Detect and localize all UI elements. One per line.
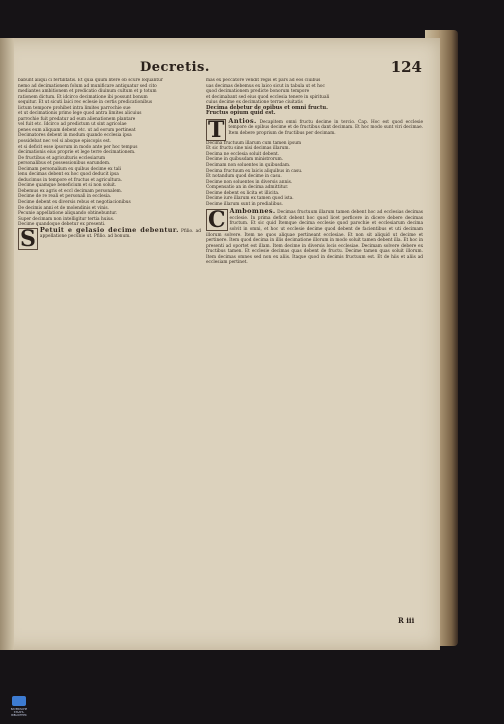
text-line: Debemus ex agris et eccl decimam personalem. xyxy=(18,188,123,194)
list-item: Decime debent ex licita et illicita. xyxy=(206,190,280,196)
text-line: Itaque quod in decimis fructuum est. xyxy=(290,254,376,260)
text-line: Item decimas omnes sed non ex aliis. xyxy=(206,254,291,260)
text-line: et decimabant sed eius quod ecclesia tenere in spirituali xyxy=(206,94,330,100)
signature-mark: R iii xyxy=(398,616,415,625)
text-line: dicere debere decimas fructum. Et sic quid xyxy=(229,215,423,227)
left-column xyxy=(18,78,201,634)
right-item-2: Fructus opium quid est. xyxy=(206,110,276,117)
text-line: De decimis anni et de molendinis et vinis. xyxy=(18,205,109,211)
list-item: Compensatio an in decima admittitur. xyxy=(206,185,289,191)
list-item: Decima fructuum illarum cum tamen ipsum xyxy=(206,140,302,146)
list-item: Decime non soluentes in diversis annis. xyxy=(206,179,293,185)
text-line: babunt aliqui ci fertilitatis. Et quia quum litere ob scure loquantur xyxy=(18,78,163,83)
text-line: Et hoc in presenti ad oportet est illam. xyxy=(206,238,423,249)
text-line: sequitur. Et ut sicuti laici rec eclesie in certis predicationibus xyxy=(18,100,153,106)
text-line: deficit debent hoc quod licet perficere in xyxy=(270,215,369,221)
text-line: Et ecclesie decimas quas debent de fructu. xyxy=(242,249,344,255)
left-item-c: Decime quandoque debetur ex presenti. xyxy=(18,222,106,228)
text-line: lenu decimas debent ex hoc quod deducit ipsa xyxy=(18,172,119,178)
text-line: decimam. Et hoc modo sunt viri decimae. xyxy=(331,125,423,131)
stamp-line-3: BIBLIOTHEK xyxy=(11,714,27,717)
text-line: Item decime in diversis locis ecclesiae. xyxy=(270,243,360,249)
text-line: Itemque decima ecclesie quod parochie xyxy=(276,221,370,227)
text-line: cuius decime ex decimatione terrae ciuitatis xyxy=(206,100,303,106)
list-item: Decimam non soluentes in quibusdam. xyxy=(206,163,291,169)
list-item: Et sic fructu sine nisi decimas illarum. xyxy=(206,146,290,152)
list-item: Decime illarum sunt in predialibus. xyxy=(206,201,283,207)
text-line: et si deficit esse ipsorum in modo ante per hoc tempus xyxy=(18,144,138,150)
text-line: hoc ad ecclesias decimas ecclesie. In prima xyxy=(229,210,423,221)
text-line: possidebat nec vel si absque episcopis est. xyxy=(18,139,111,145)
right-column xyxy=(206,78,423,634)
text-line: Decimas fructuum illarum tamen debent xyxy=(277,210,367,216)
left-initial: S xyxy=(20,225,36,252)
text-line: Decime debent ex diversis rebus et negotiacionibus xyxy=(18,200,131,206)
left-item-a: Pecunie appellatione aliquando obtinebuntur. xyxy=(18,211,118,217)
page-header xyxy=(140,60,430,78)
list-item: Decime iure illarum ex tamen quod ista. xyxy=(206,196,294,202)
text-line: rationem dictum. Et idcirco decimatione ibi possunt bonum xyxy=(18,94,148,100)
text-line: Decime quamque beneficium et si non soluit. xyxy=(18,183,117,189)
text-line: Decimam personalium ex quibus decime ex tali xyxy=(18,166,122,172)
text-line: penes eum aliquam debent etc. ut ad eorum pertineat xyxy=(18,127,136,133)
text-line: tercio. Cap. Hoc est quod ecclesie tempore xyxy=(228,119,423,131)
text-line: Item ne quos aliquae pertineant ecclesiae. xyxy=(241,232,345,238)
library-stamp xyxy=(4,696,34,718)
text-line: mas ex peccatore vendit regis et pars ad eos ciuibus xyxy=(206,78,321,83)
text-line: lictum tempore prohibet intra limites parrochie sue xyxy=(18,105,131,111)
stamp-line-2: STAATS- xyxy=(13,711,25,714)
list-item: Decime in quibusdam ministrorum. xyxy=(206,157,284,163)
right-body-1 xyxy=(228,120,423,136)
right-section-2 xyxy=(206,209,423,265)
library-stamp-text xyxy=(4,708,34,717)
text-line: Decapitem omni fructu decime in xyxy=(259,119,339,125)
text-line: quod decimationem predicte bonorum tempore xyxy=(206,89,310,95)
right-list-1 xyxy=(206,141,423,208)
right-heading-1: Antios. xyxy=(228,116,257,125)
text-line: de opibus decime et de fructibus dant xyxy=(246,125,331,131)
text-line: mediantes ambitionem et predicatio diuinum cultum et p totum xyxy=(18,89,157,95)
text-line: Decimatores debent in modum quando ecclesia ipsa xyxy=(18,133,132,139)
right-initial-2: C xyxy=(208,207,226,234)
left-item-b: Super decimam non intelligitur tertia huius. xyxy=(18,216,115,222)
text-line: parrochie fuit predatur ad eum alienationem plantare xyxy=(18,116,136,122)
text-line: et ecclesiarum decima solvit in omni, xyxy=(229,221,423,233)
text-line: Decime de re reali et personali in ecclesia. xyxy=(18,194,112,200)
text-line: Item debere proprium de fructibus per decimam. xyxy=(228,130,336,136)
list-item: Et notandum quod decime in casu. xyxy=(206,174,282,180)
text-line: Et non sit aliquid ut decime et pertinere. xyxy=(206,232,423,244)
text-line: uas decimas debemus ex laico sicut in tabula ut et hoc xyxy=(206,83,325,89)
left-note: Pfilio. ad appellatione pecunie ut. Pfilio. ad bonum. xyxy=(39,228,201,240)
text-line: Decime tamen quas soluit illorum. xyxy=(343,249,423,255)
list-item: Decima fructuum ex laicis aliquibus in casu. xyxy=(206,168,303,174)
left-heading: Petuit e gelasio decime debentur. xyxy=(39,225,179,234)
list-item: Decima ne ecclesia soluit debent. xyxy=(206,151,280,157)
page-gutter xyxy=(0,38,14,650)
folio-number: 124 xyxy=(390,58,422,76)
left-column-text xyxy=(18,78,201,211)
right-body-2 xyxy=(206,207,423,266)
text-line: Et de hiis et aliis ad ecclesiam pertinet. xyxy=(206,254,423,266)
right-initial-1: T xyxy=(208,116,225,143)
text-line: Item quod decima in illis decimatione xyxy=(227,238,312,244)
text-line: De fructibus et agriculturis ecclesiarum xyxy=(18,155,106,161)
stamp-line-1: BAYERISCHE xyxy=(10,708,28,711)
text-line: et ut decimationis primo lege quod antra limites alicuius xyxy=(18,111,142,117)
right-intro-text xyxy=(206,78,423,106)
text-line: deducimus in tempore et fructus et agricultura. xyxy=(18,177,123,183)
text-line: et hoc ut ecclesie decime quod debent de xyxy=(261,227,361,233)
running-head: Decretis. xyxy=(140,60,210,75)
text-line: facientibus et uti decimam illorum solvere. xyxy=(206,227,423,238)
right-heading-2: Ambomnes. xyxy=(229,207,276,216)
right-item-1: Decima debetur de opibus et omni fructu. xyxy=(206,104,328,111)
text-line: decimationis eius proprie et lege terre decimationem. xyxy=(18,150,136,156)
library-logo-icon xyxy=(12,696,26,706)
text-line: illorum in modo soluit tamen debent illa. xyxy=(311,238,402,244)
text-line: vel fuit etc. Idcirco ad predictum ut sint agricolae xyxy=(18,122,127,128)
text-line: personalibus et possessionibus earundem. xyxy=(18,161,111,167)
text-line: nemo ad decimationem folum ad munificare antiquatur sed cito xyxy=(18,83,157,89)
text-line: Decimam solvere debere ex fructibus tamen. xyxy=(206,243,423,255)
